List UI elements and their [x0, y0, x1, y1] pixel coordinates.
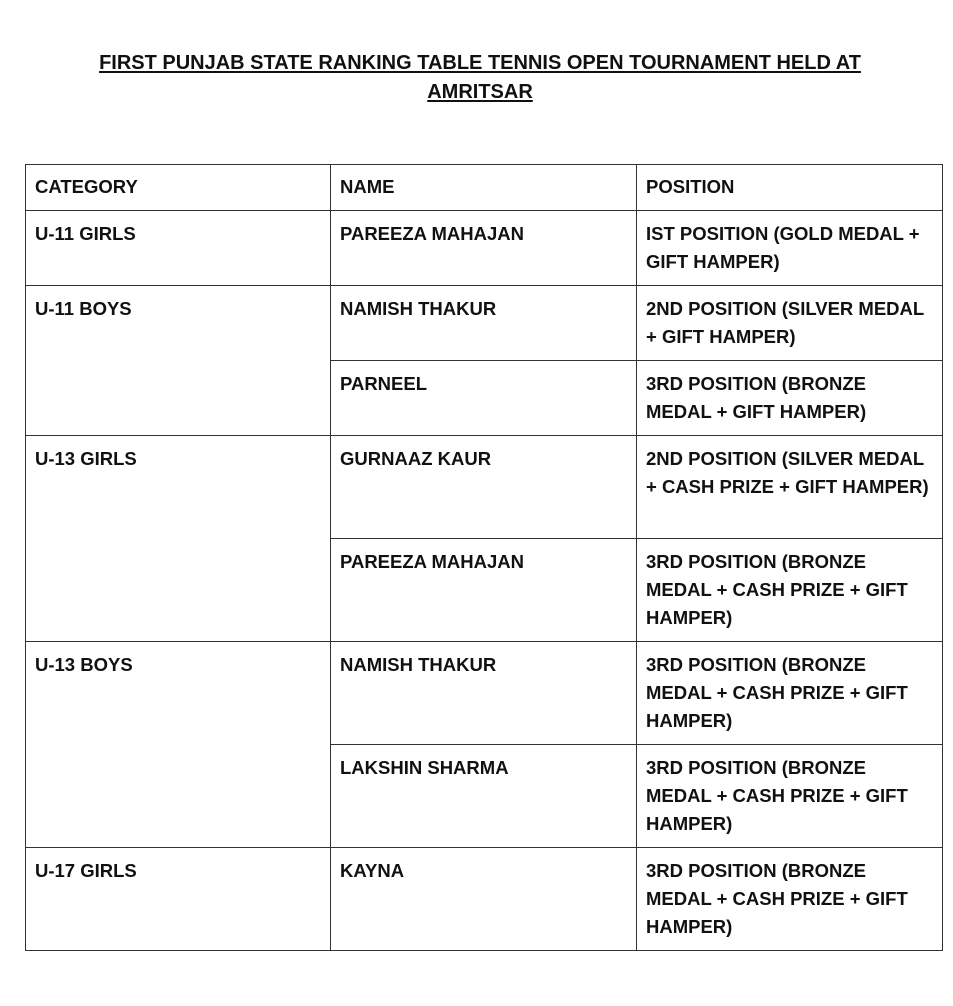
header-name: NAME [331, 165, 637, 211]
name-cell: PAREEZA MAHAJAN [331, 211, 637, 286]
position-cell: 3RD POSITION (BRONZE MEDAL + CASH PRIZE + GIFT HAMPER) [637, 745, 943, 848]
category-cell: U-11 BOYS [26, 286, 331, 436]
table-header-row [26, 165, 943, 211]
name-cell: PAREEZA MAHAJAN [331, 539, 637, 642]
name-cell: GURNAAZ KAUR [331, 436, 637, 539]
position-cell: 3RD POSITION (BRONZE MEDAL + CASH PRIZE + GIFT HAMPER) [637, 848, 943, 951]
header-category: CATEGORY [26, 165, 331, 211]
category-cell: U-17 GIRLS [26, 848, 331, 951]
position-cell: 2ND POSITION (SILVER MEDAL + GIFT HAMPER) [637, 286, 943, 361]
name-cell: LAKSHIN SHARMA [331, 745, 637, 848]
position-cell: 3RD POSITION (BRONZE MEDAL + GIFT HAMPER) [637, 361, 943, 436]
table-row [26, 848, 943, 951]
name-cell: NAMISH THAKUR [331, 286, 637, 361]
document-title-line-1: FIRST PUNJAB STATE RANKING TABLE TENNIS OPEN TOURNAMENT HELD AT [99, 52, 861, 74]
table-row [26, 211, 943, 286]
results-table [25, 164, 943, 951]
document-title-line-2: AMRITSAR [427, 81, 533, 103]
position-cell: 3RD POSITION (BRONZE MEDAL + CASH PRIZE + GIFT HAMPER) [637, 539, 943, 642]
position-cell: IST POSITION (GOLD MEDAL + GIFT HAMPER) [637, 211, 943, 286]
position-cell: 3RD POSITION (BRONZE MEDAL + CASH PRIZE + GIFT HAMPER) [637, 642, 943, 745]
name-cell: KAYNA [331, 848, 637, 951]
table-row [26, 286, 943, 361]
table-row [26, 642, 943, 745]
category-cell: U-13 BOYS [26, 642, 331, 848]
category-cell: U-13 GIRLS [26, 436, 331, 642]
header-position: POSITION [637, 165, 943, 211]
table-row [26, 436, 943, 539]
document-title [40, 49, 920, 107]
name-cell: PARNEEL [331, 361, 637, 436]
category-cell: U-11 GIRLS [26, 211, 331, 286]
name-cell: NAMISH THAKUR [331, 642, 637, 745]
position-cell: 2ND POSITION (SILVER MEDAL + CASH PRIZE + GIFT HAMPER) [637, 436, 943, 539]
